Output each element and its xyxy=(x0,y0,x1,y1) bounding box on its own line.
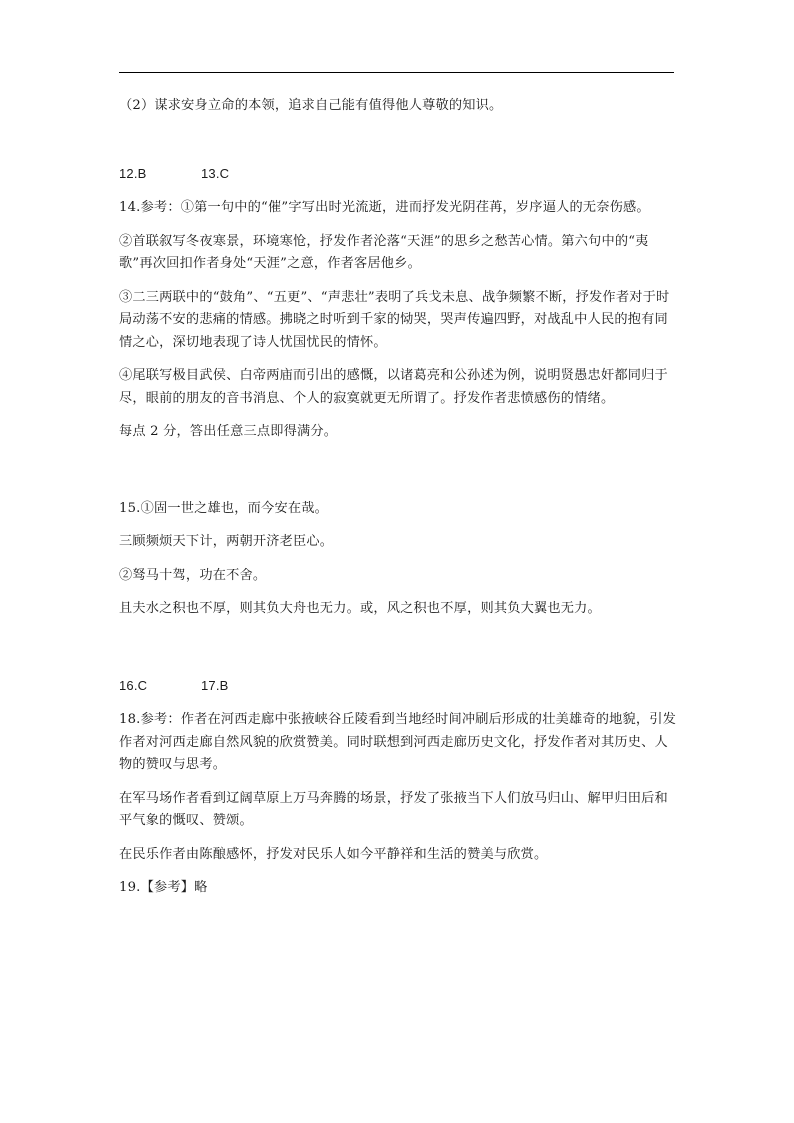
answer-15-line3: ②驽马十驾，功在不舍。 xyxy=(119,567,267,583)
answer-12: 12.B xyxy=(119,165,147,181)
answer-13: 13.C xyxy=(201,165,230,181)
answer-16: 16.C xyxy=(119,677,148,693)
answer-18-para2: 在军马场作者看到辽阔草原上万马奔腾的场景，抒发了张掖当下人们放马归山、解甲归田后和平气象的慨叹、赞颂。 xyxy=(119,790,668,828)
spacer xyxy=(119,632,677,675)
answer-19: 19.【参考】略 xyxy=(119,880,208,895)
answer-14-point2: ②首联叙写冬夜寒景，环境寒怆，抒发作者沦落“天涯”的思乡之愁苦心情。第六句中的“夷歌”再次回扣作者身处“天涯”之意，作者客居他乡。 xyxy=(119,233,649,271)
answer-18-para1: 18.参考：作者在河西走廊中张掖峡谷丘陵看到当地经时间冲刷后形成的壮美雄奇的地貌，引发作者对河西走廊自然风貌的欣赏赞美。同时联想到河西走廊历史文化，抒发作者对其历史、人物的赞叹与思考。 xyxy=(119,712,677,772)
answer-content xyxy=(119,95,677,911)
answer-14-point1: 14.参考：①第一句中的“催”字写出时光流逝，进而抒发光阴荏苒，岁序逼人的无奈伤感。 xyxy=(119,200,650,215)
spacer xyxy=(119,455,677,498)
answers-12-13 xyxy=(119,163,677,186)
answer-11-part2: （2）谋求安身立命的本领，追求自己能有值得他人尊敬的知识。 xyxy=(119,98,503,113)
answer-15-line2: 三顾频烦天下计，两朝开济老臣心。 xyxy=(119,534,334,549)
answer-18-para3: 在民乐作者由陈酿感怀，抒发对民乐人如今平静祥和生活的赞美与欣赏。 xyxy=(119,846,548,862)
answer-17: 17.B xyxy=(201,677,229,693)
spacer xyxy=(119,129,677,163)
header-rule xyxy=(119,72,674,73)
answers-16-17 xyxy=(119,675,677,698)
answer-14-point3: ③二三两联中的“鼓角”、“五更”、“声悲壮”表明了兵戈未息、战争频繁不断，抒发作者对于时局动荡不安的悲痛的情感。拂晓之时听到千家的恸哭，哭声传遍四野，对战乱中人民的抱有同情之心，深切地表现了诗人忧国忧民的情怀。 xyxy=(119,289,670,350)
answer-15-line1: 15.①固一世之雄也，而今安在哉。 xyxy=(119,500,328,516)
answer-15-line4: 且夫水之积也不厚，则其负大舟也无力。或，风之积也不厚，则其负大翼也无力。 xyxy=(119,601,601,616)
answer-14-scoring: 每点 2 分，答出任意三点即得满分。 xyxy=(119,424,338,439)
answer-14-point4: ④尾联写极目武侯、白帝两庙而引出的感慨，以诸葛亮和公孙述为例，说明贤愚忠奸都同归于尽，眼前的朋友的音书消息、个人的寂寞就更无所谓了。抒发作者悲愤感伤的情绪。 xyxy=(119,368,668,406)
